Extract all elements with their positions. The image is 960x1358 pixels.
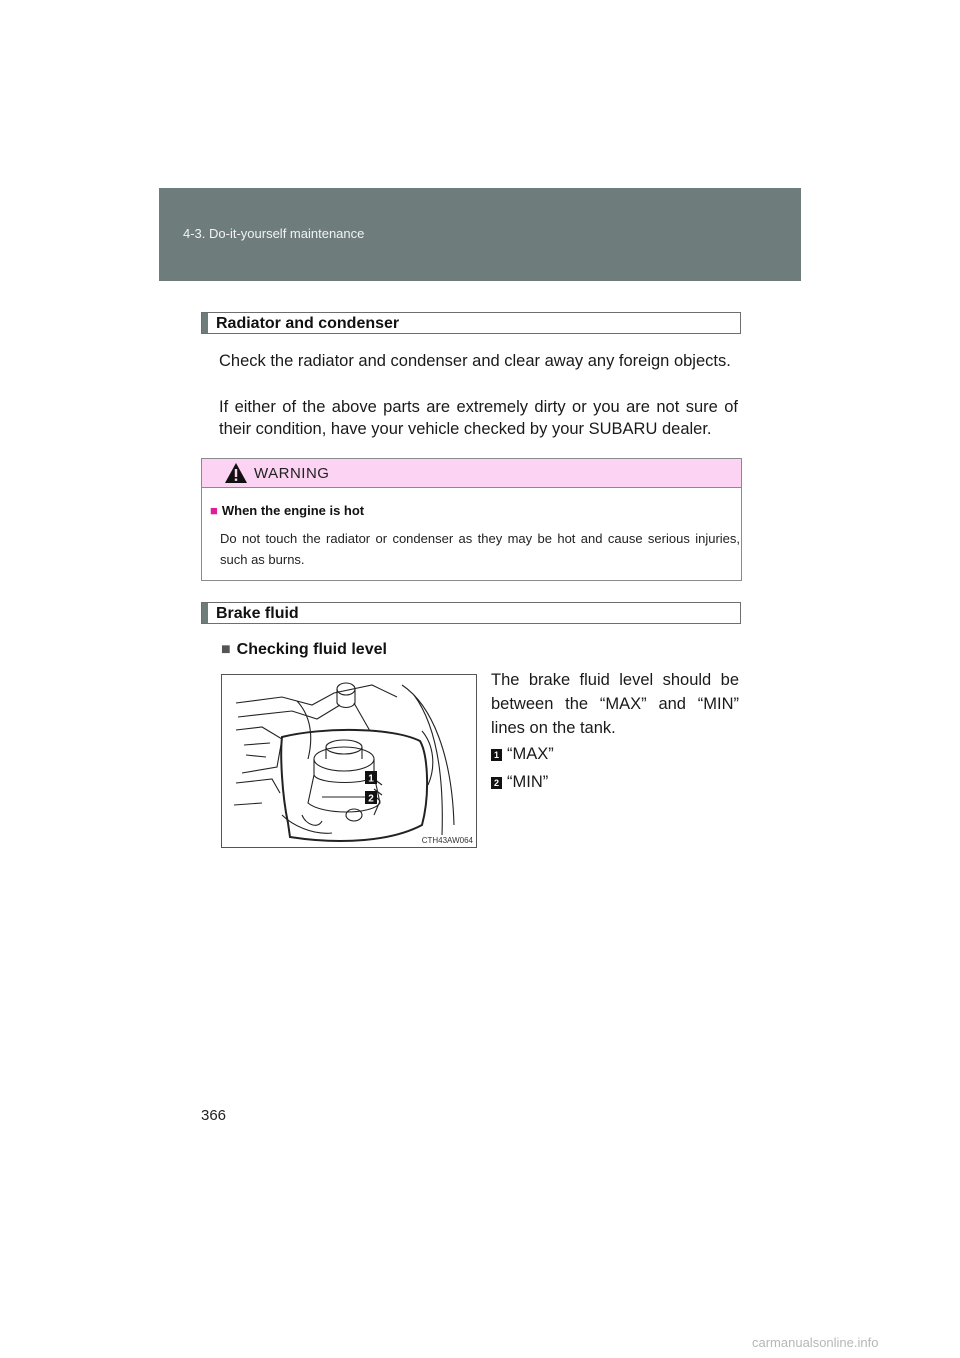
header-band (159, 188, 801, 281)
svg-text:2: 2 (368, 793, 374, 805)
warning-box (201, 458, 742, 581)
subheading-text: Checking fluid level (236, 641, 387, 658)
paragraph-dealer: If either of the above parts are extremely dirty or you are not sure of their condition, have your vehicle checked by your SUBARU dealer. (219, 398, 738, 438)
grey-square-icon: ■ (221, 641, 231, 658)
subheading-checking-fluid (221, 641, 387, 659)
watermark: carmanualsonline.info (752, 1335, 879, 1350)
page-number: 366 (201, 1107, 227, 1124)
breadcrumb: 4-3. Do-it-yourself maintenance (183, 226, 365, 241)
engine-bay-drawing (222, 675, 476, 847)
figure-code: CTH43AW064 (421, 836, 473, 845)
warning-subheading-text: When the engine is hot (221, 503, 365, 518)
number-badge: 1 (491, 749, 502, 761)
warning-header (202, 459, 741, 488)
legend-label: “MAX” (507, 745, 554, 763)
legend-item-max (491, 745, 554, 764)
warning-subheading (210, 503, 364, 518)
pink-square-icon: ■ (210, 503, 218, 518)
brake-fluid-description: The brake fluid level should be between the “MAX” and “MIN” lines on the tank. (491, 671, 739, 737)
warning-text: Do not touch the radiator or condenser as they may be hot and cause serious injuries, such as burns. (220, 531, 740, 567)
section-title: Brake fluid (216, 605, 299, 622)
brake-fluid-tank-illustration (221, 674, 477, 848)
warning-triangle-icon (224, 462, 248, 484)
warning-label: WARNING (254, 465, 330, 482)
section-title: Radiator and condenser (216, 315, 400, 332)
svg-text:1: 1 (368, 773, 374, 785)
heading-tab (202, 603, 208, 623)
number-badge: 2 (491, 777, 502, 789)
heading-tab (202, 313, 208, 333)
section-heading-radiator (201, 312, 741, 334)
section-heading-brake-fluid (201, 602, 741, 624)
legend-label: “MIN” (507, 773, 549, 791)
legend-item-min (491, 773, 548, 792)
paragraph-check: Check the radiator and condenser and clear away any foreign objects. (219, 352, 731, 370)
